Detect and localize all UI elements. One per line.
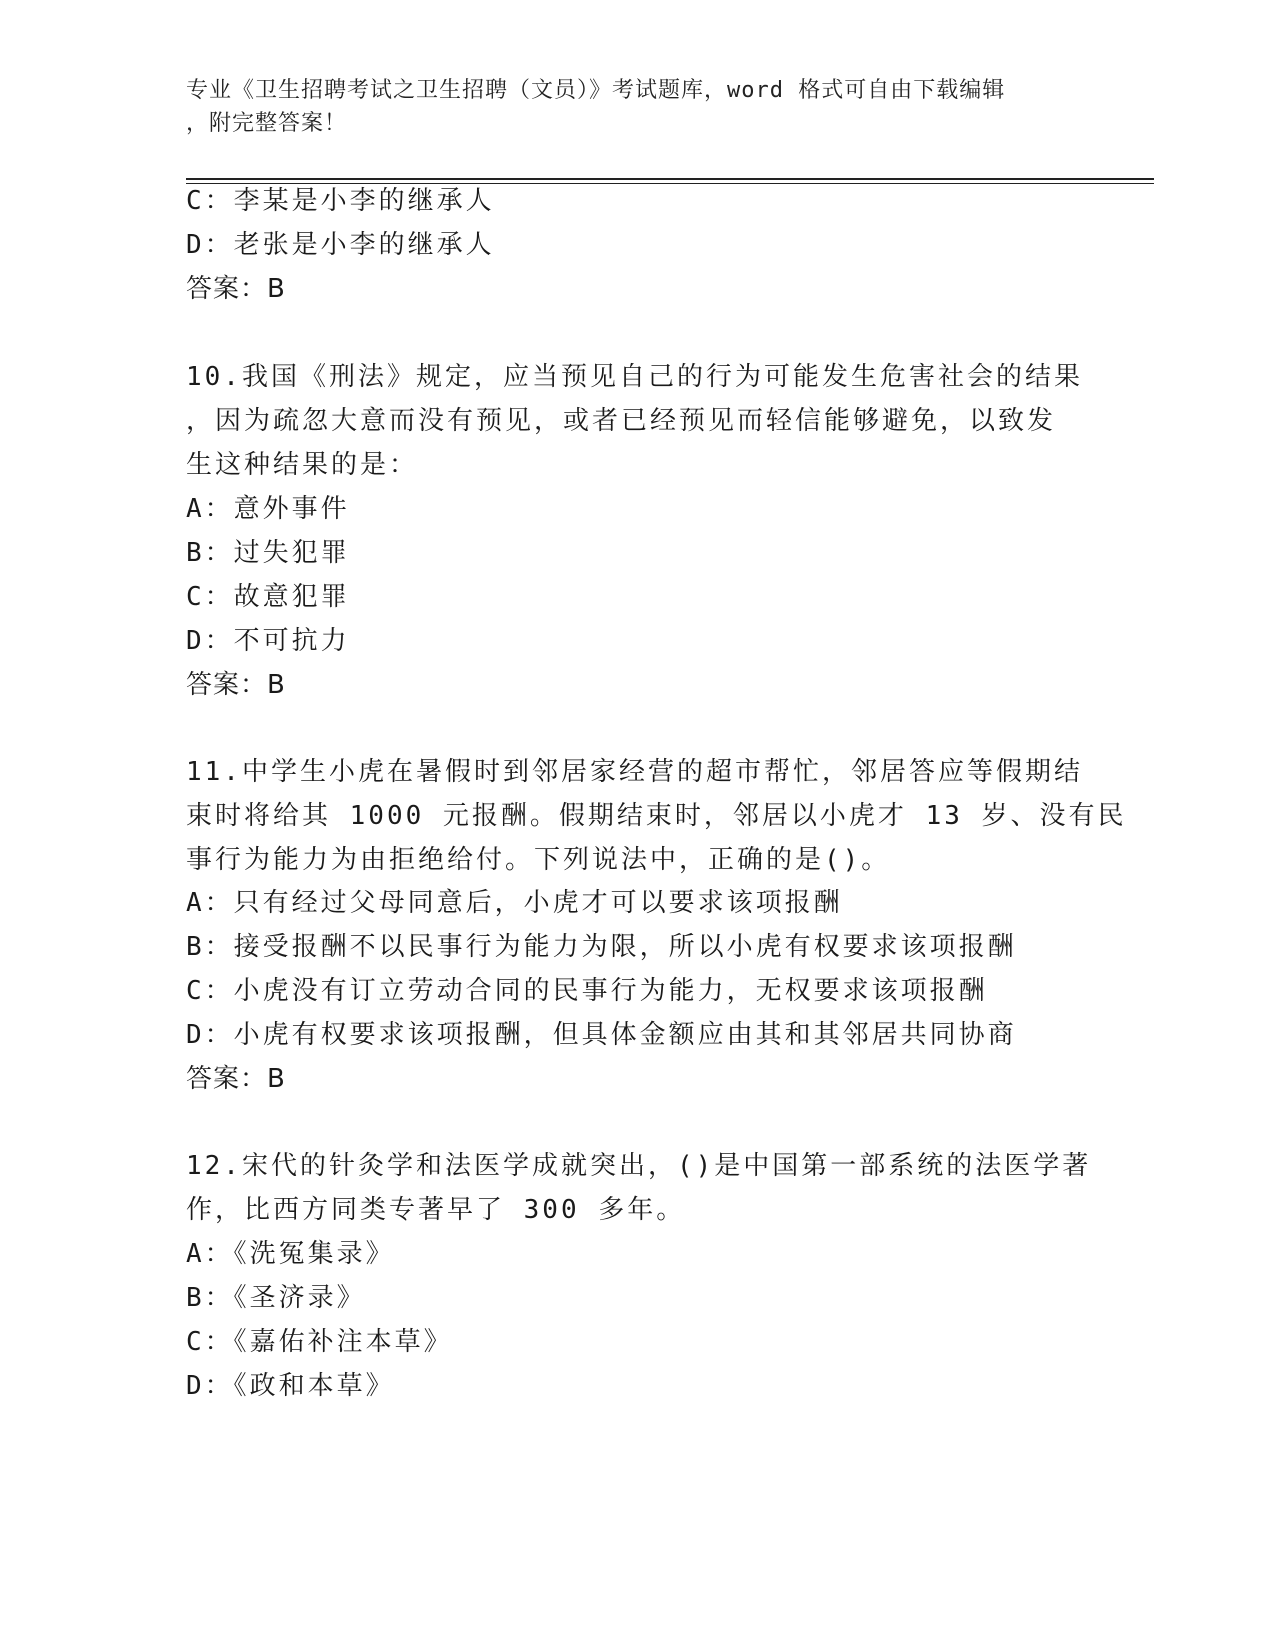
q11-option-a: A：只有经过父母同意后，小虎才可以要求该项报酬 xyxy=(186,888,843,918)
q10-stem-line-3: 生这种结果的是： xyxy=(186,450,419,480)
q10-option-c: C：故意犯罪 xyxy=(186,582,350,612)
q12-stem-line-1: 12.宋代的针灸学和法医学成就突出，()是中国第一部系统的法医学著 xyxy=(186,1151,1092,1181)
q10-option-d: D：不可抗力 xyxy=(186,626,350,656)
q10-stem-line-1: 10.我国《刑法》规定，应当预见自己的行为可能发生危害社会的结果 xyxy=(186,362,1083,392)
q11-option-c: C：小虎没有订立劳动合同的民事行为能力，无权要求该项报酬 xyxy=(186,976,988,1006)
q11-option-d: D：小虎有权要求该项报酬，但具体金额应由其和其邻居共同协商 xyxy=(186,1020,1017,1050)
q11-stem-line-1: 11.中学生小虎在暑假时到邻居家经营的超市帮忙，邻居答应等假期结 xyxy=(186,757,1083,787)
header-line-1: 专业《卫生招聘考试之卫生招聘（文员）》考试题库，word 格式可自由下载编辑 xyxy=(186,78,1006,103)
q12-stem-line-2: 作，比西方同类专著早了 300 多年。 xyxy=(186,1195,686,1225)
q10-answer: 答案：B xyxy=(186,670,286,700)
header-line-2: ，附完整答案！ xyxy=(186,111,348,136)
page-header xyxy=(186,74,1056,140)
q12-option-d: D：《政和本草》 xyxy=(186,1371,395,1401)
q12-option-b: B：《圣济录》 xyxy=(186,1283,366,1313)
q9-option-c: C：李某是小李的继承人 xyxy=(186,186,495,216)
q11-option-b: B：接受报酬不以民事行为能力为限，所以小虎有权要求该项报酬 xyxy=(186,932,1017,962)
header-divider-thick xyxy=(186,178,1154,180)
q10-stem-line-2: ，因为疏忽大意而没有预见，或者已经预见而轻信能够避免，以致发 xyxy=(186,406,1057,436)
q12-option-a: A：《洗冤集录》 xyxy=(186,1239,395,1269)
q11-stem-line-3: 事行为能力为由拒绝给付。下列说法中，正确的是()。 xyxy=(186,845,891,875)
q9-option-d: D：老张是小李的继承人 xyxy=(186,230,495,260)
q9-answer: 答案：B xyxy=(186,274,286,304)
q11-answer: 答案：B xyxy=(186,1064,286,1094)
q12-option-c: C：《嘉佑补注本草》 xyxy=(186,1327,453,1357)
q10-option-b: B：过失犯罪 xyxy=(186,538,350,568)
q11-stem-line-2: 束时将给其 1000 元报酬。假期结束时，邻居以小虎才 13 岁、没有民 xyxy=(186,801,1127,831)
q10-option-a: A：意外事件 xyxy=(186,494,350,524)
